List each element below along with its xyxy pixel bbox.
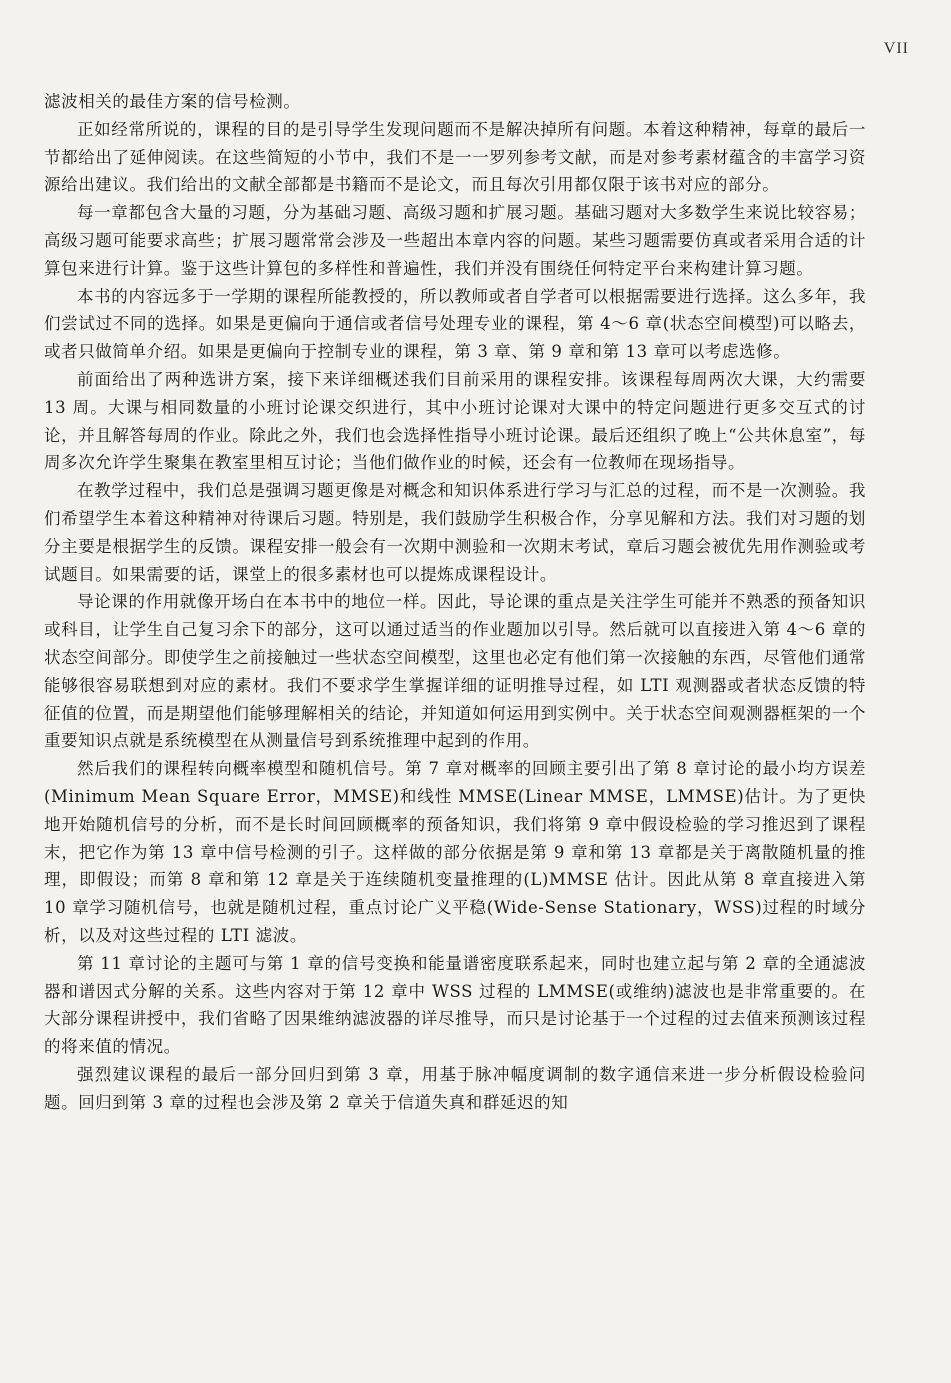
paragraph-chapter-11: 第 11 章讨论的主题可与第 1 章的信号变换和能量谱密度联系起来，同时也建立起与第 2 章的全通滤波器和谱因式分解的关系。这些内容对于第 12 章中 WSS 过程的 LMMSE(或维纳)滤波也是非常重要的。在大部分课程讲授中，我们省略了因果维纳滤波器的详尽推导，而只是讨论基于一个过程的过去值来预测该过程的将来值的情况。 (44, 953, 866, 1057)
paragraph-teaching-process: 在教学过程中，我们总是强调习题更像是对概念和知识体系进行学习与汇总的过程，而不是一次测验。我们希望学生本着这种精神对待课后习题。特别是，我们鼓励学生积极合作，分享见解和方法。我们对习题的划分主要是根据学生的反馈。课程安排一般会有一次期中测验和一次期末考试，章后习题会被优先用作测验或考试题目。如果需要的话，课堂上的很多素材也可以提炼成课程设计。 (44, 481, 866, 584)
paragraph-final-part: 强烈建议课程的最后一部分回归到第 3 章，用基于脉冲幅度调制的数字通信来进一步分析假设检验问题。回归到第 3 章的过程也会涉及第 2 章关于信道失真和群延迟的知 (44, 1064, 866, 1112)
page-number: VII (883, 40, 909, 57)
body-text (44, 88, 866, 1116)
paragraph-introduction-course: 导论课的作用就像开场白在本书中的地位一样。因此，导论课的重点是关注学生可能并不熟悉的预备知识或科目，让学生自己复习余下的部分，这可以通过适当的作业题加以引导。然后就可以直接进入第 4～6 章的状态空间部分。即使学生之前接触过一些状态空间模型，这里也必定有他们第一次接触的东西，尽管他们通常能够很容易联想到对应的素材。我们不要求学生掌握详细的证明推导过程，如 LTI 观测器或者状态反馈的特征值的位置，而是期望他们能够理解相关的结论，并知道如何运用到实例中。关于状态空间观测器框架的一个重要知识点就是系统模型在从测量信号到系统推理中起到的作用。 (44, 592, 866, 751)
paragraph-content-selection: 本书的内容远多于一学期的课程所能教授的，所以教师或者自学者可以根据需要进行选择。这么多年，我们尝试过不同的选择。如果是更偏向于通信或者信号处理专业的课程，第 4～6 章(状态空间模型)可以略去，或者只做简单介绍。如果是更偏向于控制专业的课程，第 3 章、第 9 章和第 13 章可以考虑选修。 (44, 286, 866, 362)
paragraph-continuation: 滤波相关的最佳方案的信号检测。 (44, 92, 301, 111)
paragraph-course-schedule: 前面给出了两种选讲方案，接下来详细概述我们目前采用的课程安排。该课程每周两次大课，大约需要 13 周。大课与相同数量的小班讨论课交织进行，其中小班讨论课对大课中的特定问题进行更多交互式的讨论，并且解答每周的作业。除此之外，我们也会选择性指导小班讨论课。最后还组织了晚上“公共休息室”，每周多次允许学生聚集在教室里相互讨论；当他们做作业的时候，还会有一位教师在现场指导。 (44, 369, 866, 473)
paragraph-course-purpose: 正如经常所说的，课程的目的是引导学生发现问题而不是解决掉所有问题。本着这种精神，每章的最后一节都给出了延伸阅读。在这些简短的小节中，我们不是一一罗列参考文献，而是对参考素材蕴含的丰富学习资源给出建议。我们给出的文献全部都是书籍而不是论文，而且每次引用都仅限于该书对应的部分。 (44, 119, 866, 195)
paragraph-exercises: 每一章都包含大量的习题，分为基础习题、高级习题和扩展习题。基础习题对大多数学生来说比较容易；高级习题可能要求高些；扩展习题常常会涉及一些超出本章内容的问题。某些习题需要仿真或者采用合适的计算包来进行计算。鉴于这些计算包的多样性和普遍性，我们并没有围绕任何特定平台来构建计算习题。 (44, 203, 866, 278)
paragraph-probability-models: 然后我们的课程转向概率模型和随机信号。第 7 章对概率的回顾主要引出了第 8 章讨论的最小均方误差(Minimum Mean Square Error，MMSE)和线性 MMSE(Linear MMSE，LMMSE)估计。为了更快地开始随机信号的分析，而不是长时间回顾概率的预备知识，我们将第 9 章中假设检验的学习推迟到了课程末，把它作为第 13 章中信号检测的引子。这样做的部分依据是第 9 章和第 13 章都是关于离散随机量的推理，即假设；而第 8 章和第 12 章是关于连续随机变量推理的(L)MMSE 估计。因此从第 8 章直接进入第 10 章学习随机信号，也就是随机过程，重点讨论广义平稳(Wide-Sense Stationary，WSS)过程的时域分析，以及对这些过程的 LTI 滤波。 (44, 759, 866, 945)
